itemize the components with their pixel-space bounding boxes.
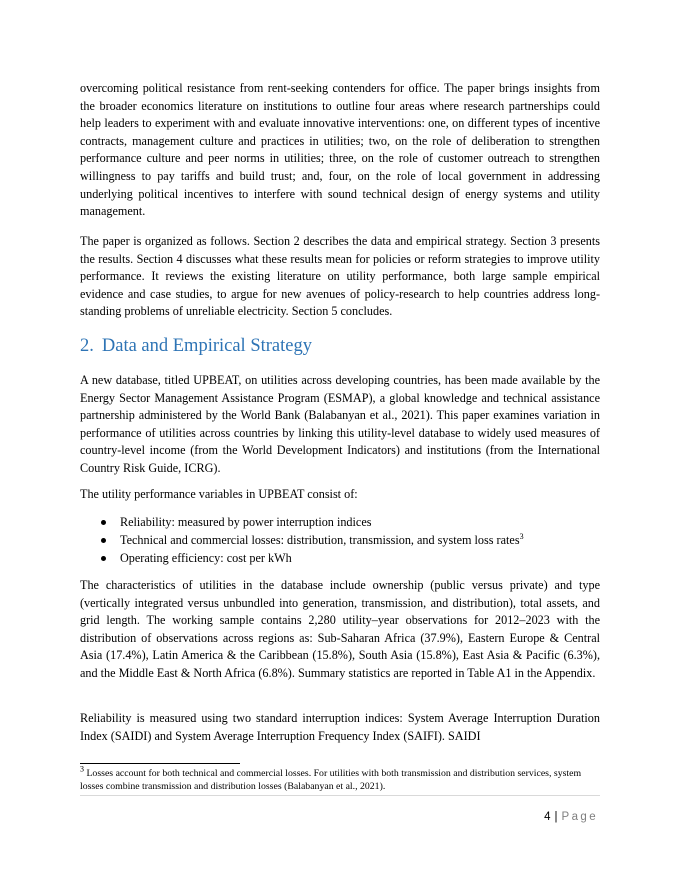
list-item [80, 531, 600, 549]
body-paragraph-intro-cont: overcoming political resistance from rent-seeking contenders for office. The paper brings insights from the broader economics literature on institutions to outline four areas where research partnerships could help leaders to experiment with and evaluate innovative interventions: one, on different types of incentive contracts, management culture and practices in utilities; two, on the role of deliberation to strengthen performance culture and peer norms in utilities; three, on the role of customer outreach to strengthen willingness to pay tariffs and build trust; and, four, on the role of local government in addressing underlying political incentives to interfere with sound technical design of energy systems and utility management. [80, 81, 600, 219]
footer-separator: | [554, 811, 558, 823]
list-item [80, 549, 600, 567]
footnote-reference[interactable]: 3 [519, 531, 524, 541]
bullet-icon [101, 520, 106, 525]
page-number: 4 [544, 811, 551, 823]
body-paragraph-characteristics: The characteristics of utilities in the database include ownership (public versus private) and type (vertically integrated versus unbundled into generation, transmission, and distribution), total assets, and grid length. The working sample contains 2,280 utility–year observations for 2012–2023 with the distribution of observations across regions as: Sub-Saharan Africa (37.9%), Eastern Europe & Central Asia (17.4%), Latin America & the Caribbean (15.8%), South Asia (15.8%), East Asia & Pacific (6.3%), and the Middle East & North Africa (6.8%). Summary statistics are reported in Table A1 in the Appendix. [80, 578, 600, 680]
footer-divider [80, 795, 600, 796]
footnote-text: Losses account for both technical and commercial losses. For utilities with both transmission and distribution services, system losses combine transmission and distribution losses (Balabanyan et al., 2021). [80, 768, 582, 792]
bullet-icon [101, 538, 106, 543]
list-item [80, 513, 600, 531]
page-footer [544, 811, 598, 823]
bullet-icon [101, 556, 106, 561]
body-paragraph-database: A new database, titled UPBEAT, on utilities across developing countries, has been made available by the Energy Sector Management Assistance Program (ESMAP), a global knowledge and technical assistance partnership administered by the World Bank (Balabanyan et al., 2021). This paper examines variation in performance of utilities across countries by linking this utility-level database to widely used measures of country-level income (from the World Development Indicators) and institutions (from the International Country Risk Guide, ICRG). [80, 373, 600, 475]
body-paragraph-reliability: Reliability is measured using two standard interruption indices: System Average Interruption Duration Index (SAIDI) and System Average Interruption Frequency Index (SAIFI). SAIDI [80, 711, 600, 743]
body-paragraph-variables-intro: The utility performance variables in UPBEAT consist of: [80, 487, 358, 501]
footnote [80, 764, 600, 793]
body-paragraph-organization: The paper is organized as follows. Section 2 describes the data and empirical strategy. Section 3 presents the results. Section 4 discusses what these results mean for policies or reform strategies to improve utility performance. It reviews the existing literature on utility performance, both large sample empirical evidence and case studies, to argue for new avenues of policy-research to help countries address long-standing problems of unreliable electricity. Section 5 concludes. [80, 234, 600, 319]
footnote-marker: 3 [80, 764, 84, 774]
page-word: Page [561, 811, 598, 823]
footnote-separator [80, 763, 240, 764]
performance-variables-list [80, 513, 600, 567]
list-item-text: Technical and commercial losses: distribution, transmission, and system loss rates [120, 533, 520, 547]
section-heading [80, 334, 312, 358]
list-item-text: Operating efficiency: cost per kWh [120, 551, 292, 565]
list-item-text: Reliability: measured by power interruption indices [120, 515, 372, 529]
section-number: 2. [80, 336, 94, 356]
section-title: Data and Empirical Strategy [101, 336, 312, 356]
